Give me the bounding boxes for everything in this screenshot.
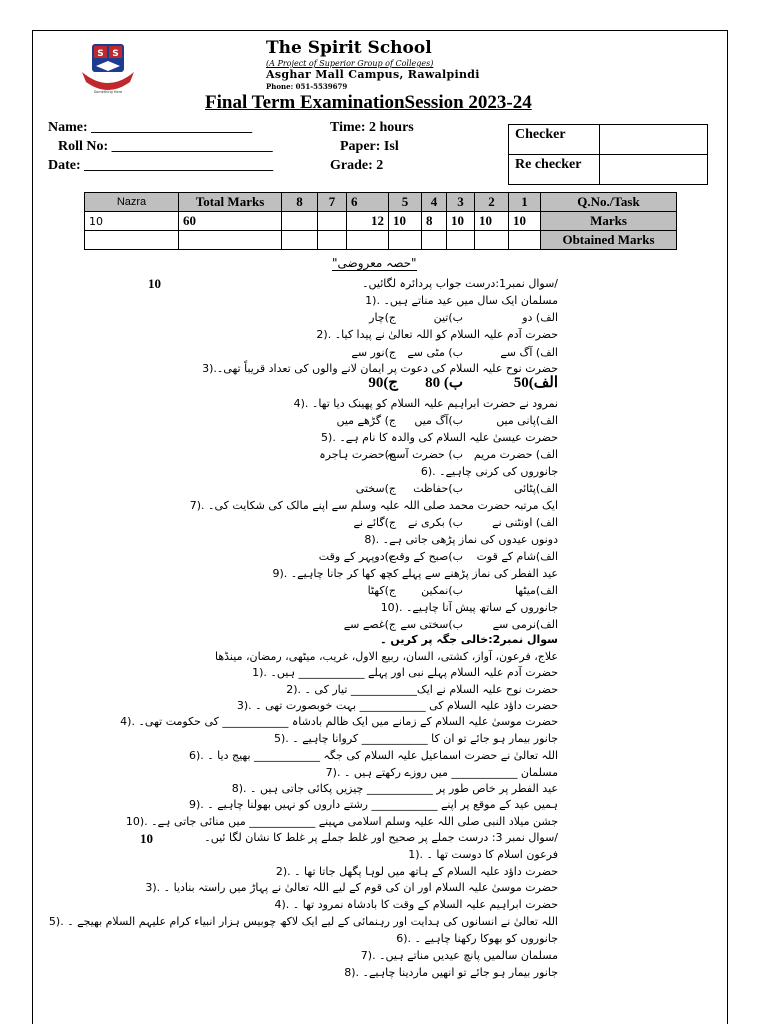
school-logo: [76, 42, 140, 96]
q1-option-c[interactable]: ج) گڑھے میں: [336, 414, 396, 427]
q1-question-5: حضرت عیسیٰ علیہ السلام کی والدہ کا نام ہے۔ .(5: [321, 431, 558, 444]
q3-item-8[interactable]: جانور بیمار ہو جائے تو انھیں ماردینا چاہیے۔ .(8: [344, 966, 558, 979]
q2-word-bank: علاج، فرعون، آواز، کشتی، السان، ربیع الاول، غریب، میٹھی، رمضان، مینڈھا: [215, 650, 558, 663]
obtained-cell[interactable]: [318, 231, 347, 250]
header-cell: Total Marks: [179, 193, 282, 212]
q1-option-b[interactable]: ب)آگ میں: [414, 414, 463, 427]
svg-text:S: S: [112, 49, 119, 59]
q1-question-4: نمرود نے حضرت ابراہیم علیہ السلام کو پھینک دیا تھا۔ .(4: [293, 397, 558, 410]
q1-marks: 10: [148, 276, 161, 291]
rechecker-label: Re checker: [509, 155, 600, 185]
header-cell: 4: [422, 193, 447, 212]
q3-item-1[interactable]: فرعون اسلام کا دوست تھا ۔ .(1: [408, 848, 558, 861]
school-subtitle: (A Project of Superior Group of Colleges): [266, 59, 434, 68]
q1-title: /سوال نمبر1:درست جواب پردائرہ لگائیں۔: [362, 277, 558, 290]
header-cell: 1: [509, 193, 541, 212]
q1-option-a[interactable]: الف)نرمی سے: [492, 618, 558, 631]
q1-question-7: ایک مرتبہ حضرت محمد صلی اللہ علیہ وسلم سے اپنے مالک کی شکایت کی۔ .(7: [189, 499, 558, 512]
q2-item-3[interactable]: حضرت داؤد علیہ السلام کی ____________ بہت خوبصورت تھی ۔ .(3: [236, 699, 558, 712]
q1-option-a[interactable]: الف)50: [513, 375, 558, 391]
q1-option-b[interactable]: ب) بکری نے: [408, 516, 463, 529]
marks-cell: 10: [389, 212, 422, 231]
q1-option-a[interactable]: الف)پٹائی: [513, 482, 558, 495]
q2-item-2[interactable]: حضرت نوح علیہ السلام نے ایک____________ تیار کی ۔ .(2: [286, 683, 558, 696]
marks-cell: 10: [509, 212, 541, 231]
obtained-cell[interactable]: [282, 231, 318, 250]
q3-item-3[interactable]: حضرت موسیٰ علیہ السلام اور ان کی قوم کے لیے اللہ تعالیٰ نے پہاڑ میں راستہ بنادیا ۔ .(3: [145, 881, 558, 894]
svg-text:S: S: [97, 49, 104, 59]
header-cell: 5: [389, 193, 422, 212]
obtained-label: Obtained Marks: [541, 231, 677, 250]
q1-question-1: مسلمان ایک سال میں عید مناتے ہیں۔ .(1: [365, 294, 558, 307]
q2-item-1[interactable]: حضرت آدم علیہ السلام پہلے نبی اور پہلے ____________ ہیں۔ .(1: [252, 666, 558, 679]
time-info: Time: 2 hours: [330, 120, 414, 135]
q1-option-a[interactable]: الف) اونٹنی نے: [492, 516, 558, 529]
q1-option-b[interactable]: ب)سختی سے: [400, 618, 463, 631]
school-phone: Phone: 051-5539679: [266, 82, 348, 91]
q3-item-4[interactable]: حضرت ابراہیم علیہ السلام کے وقت کا بادشاہ نمرود تھا ۔ .(4: [274, 898, 558, 911]
q1-option-a[interactable]: الف) حضرت مریم: [473, 448, 558, 461]
q2-item-7[interactable]: مسلمان ____________ میں روزے رکھتے ہیں ۔ .(7: [325, 766, 558, 779]
q1-option-c[interactable]: ج)سختی: [355, 482, 396, 495]
obtained-row: [85, 231, 677, 250]
header-cell: 2: [475, 193, 509, 212]
school-campus: Asghar Mall Campus, Rawalpindi: [266, 68, 480, 81]
q1-option-a[interactable]: الف)شام کے قوت: [476, 550, 558, 563]
q1-option-b[interactable]: ب) مٹی سے: [407, 346, 463, 359]
q1-option-b[interactable]: ب)تین: [433, 311, 463, 324]
rechecker-box[interactable]: [600, 155, 708, 185]
q3-item-2[interactable]: حضرت داؤد علیہ السلام کے ہاتھ میں لوہا پگھل جاتا تھا ۔ .(2: [275, 865, 558, 878]
q2-item-8[interactable]: عید الفطر پر خاص طور پر ____________ چیزیں پکائی جاتی ہیں ۔ .(8: [231, 782, 558, 795]
checker-label: Checker: [509, 125, 600, 155]
exam-title: Final Term ExaminationSession 2023-24: [205, 92, 532, 113]
header-cell: Q.No./Task: [541, 193, 677, 212]
q1-option-c[interactable]: ج)گائے نے: [353, 516, 396, 529]
q1-option-a[interactable]: الف)پانی میں: [496, 414, 558, 427]
q1-option-c[interactable]: ج)نور سے: [351, 346, 396, 359]
obtained-cell[interactable]: [475, 231, 509, 250]
marks-row: [85, 212, 677, 231]
marks-cell: 8: [422, 212, 447, 231]
marks-header-row: [85, 193, 677, 212]
marks-label: Marks: [541, 212, 677, 231]
q3-item-6[interactable]: جانوروں کو بھوکا رکھنا چاہیے ۔ .(6: [396, 932, 558, 945]
header-cell: 6: [347, 193, 389, 212]
roll-field[interactable]: Roll No: _______________________: [58, 139, 273, 154]
checker-box[interactable]: [600, 125, 708, 155]
q1-option-c[interactable]: ج)دوپہر کے وقت: [318, 550, 396, 563]
marks-cell: 10: [85, 212, 179, 231]
marks-cell: 10: [447, 212, 475, 231]
q3-item-7[interactable]: مسلمان سالمیں پانچ عیدیں مناتے ہیں۔ .(7: [360, 949, 558, 962]
name-field[interactable]: Name: _______________________: [48, 120, 253, 135]
q1-option-c[interactable]: ج)غصے سے: [343, 618, 396, 631]
q2-item-4[interactable]: حضرت موسیٰ علیہ السلام کے زمانے میں ایک ظالم بادشاہ ____________ کی حکومت تھی۔ .(4: [120, 715, 558, 728]
obtained-cell[interactable]: [422, 231, 447, 250]
q1-question-9: عید الفطر کی نماز پڑھنے سے پہلے کچھ کھا کر جانا چاہیے۔ .(9: [272, 567, 558, 580]
school-name: The Spirit School: [266, 38, 432, 58]
checker-table: [508, 124, 708, 185]
q3-item-5[interactable]: اللہ تعالیٰ نے انسانوں کی ہدایت اور رہنمائی کے لیے ایک لاکھ چوبیس ہزار انبیاء کرام علیہم السلام بھیجے ۔ .(5: [48, 915, 558, 928]
q2-item-9[interactable]: ہمیں عید کے موقع پر اپنے ____________ رشتے داروں کو نہیں بھولنا چاہیے ۔ .(9: [189, 798, 558, 811]
q1-option-b[interactable]: ب) 80: [425, 375, 463, 391]
marks-cell: 10: [475, 212, 509, 231]
q1-option-a[interactable]: الف) دو: [522, 311, 558, 324]
q1-question-10: جانوروں کے ساتھ پیش آنا چاہیے۔ .(10: [380, 601, 558, 614]
header-cell: 3: [447, 193, 475, 212]
q1-option-c[interactable]: ج)چار: [369, 311, 396, 324]
obtained-cell[interactable]: [347, 231, 389, 250]
q1-option-a[interactable]: الف)میٹھا: [514, 584, 558, 597]
obtained-cell[interactable]: [447, 231, 475, 250]
svg-text:Something Here: Something Here: [93, 90, 123, 94]
q2-item-5[interactable]: جانور بیمار ہو جائے تو ان کا ____________ کروانا چاہیے ۔ .(5: [273, 732, 558, 745]
obtained-cell[interactable]: [389, 231, 422, 250]
q1-question-6: جانوروں کی کرنی چاہیے۔ .(6: [420, 465, 558, 478]
obtained-cell[interactable]: [85, 231, 179, 250]
q1-question-8: دونوں عیدوں کی نماز پڑھی جاتی ہے۔ .(8: [364, 533, 558, 546]
q1-option-b[interactable]: ب)صبح کے وقت: [388, 550, 463, 563]
header-cell: 8: [282, 193, 318, 212]
q1-option-b[interactable]: ب)نمکین: [421, 584, 463, 597]
marks-cell: 60: [179, 212, 282, 231]
paper-info: Paper: Isl: [340, 139, 399, 154]
q1-option-c[interactable]: ج)کھٹا: [367, 584, 396, 597]
marks-cell: 12: [347, 212, 389, 231]
q1-question-2: حضرت آدم علیہ السلام کو اللہ تعالیٰ نے پیدا کیا۔ .(2: [316, 328, 558, 341]
q2-item-6[interactable]: اللہ تعالیٰ نے حضرت اسماعیل علیہ السلام کی جگہ ____________ بھیج دیا ۔ .(6: [188, 749, 558, 762]
q1-option-c[interactable]: ج)90: [368, 375, 398, 391]
q3-title: /سوال نمبر 3: درست جملے پر صحیح اور غلط جملے پر غلط کا نشان لگا ئیں۔: [204, 831, 558, 844]
q1-option-b[interactable]: ب)حفاظت: [413, 482, 463, 495]
obtained-cell[interactable]: [179, 231, 282, 250]
q1-question-3: حضرت نوح علیہ السلام کی دعوت پر ایمان لانے والوں کی تعداد قریباً تھی۔.(3: [202, 362, 558, 375]
section-heading: "حصہ معروضی": [332, 256, 417, 270]
header-cell: 7: [318, 193, 347, 212]
q3-marks: 10: [140, 831, 153, 846]
q1-option-a[interactable]: الف) آگ سے: [500, 346, 558, 359]
header-cell: Nazra: [85, 193, 179, 212]
marks-cell: [318, 212, 347, 231]
q1-option-b[interactable]: ب) حضرت آسیہ: [386, 448, 463, 461]
date-field[interactable]: Date: ___________________________: [48, 158, 274, 173]
marks-table: [84, 192, 677, 250]
grade-info: Grade: 2: [330, 158, 384, 173]
q1-option-c[interactable]: ج)حضرت ہاجرہ: [319, 448, 396, 461]
q2-item-10[interactable]: جشن میلاد النبی صلی اللہ علیہ وسلم اسلامی مہینے ____________ میں منائی جاتی ہے۔ .(10: [125, 815, 558, 828]
obtained-cell[interactable]: [509, 231, 541, 250]
marks-cell: [282, 212, 318, 231]
q2-title: سوال نمبر2:خالی جگہ پر کریں ۔: [380, 633, 558, 646]
